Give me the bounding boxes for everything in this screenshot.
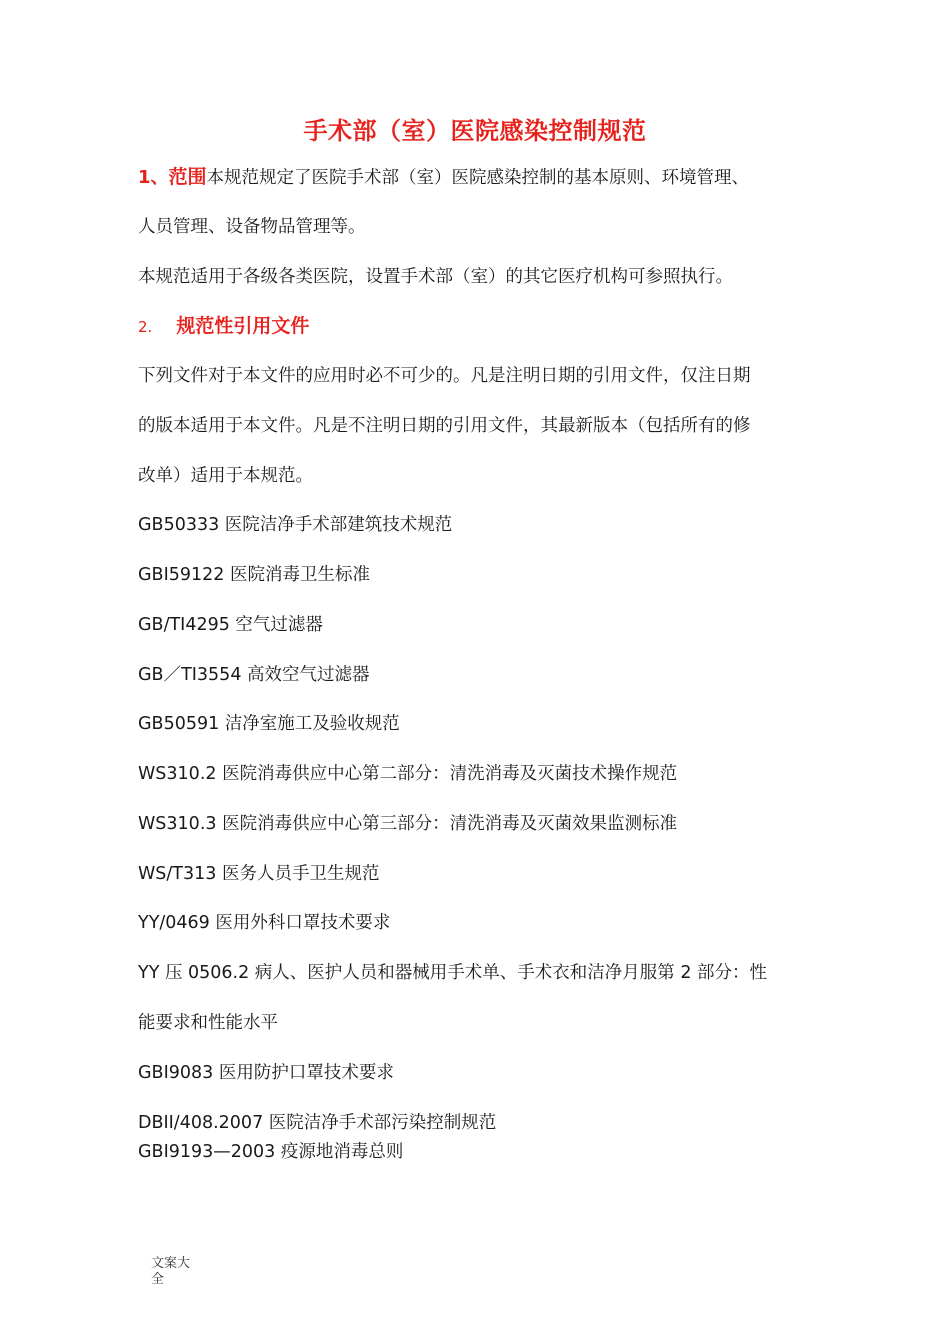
section2-intro-line2: 的版本适用于本文件。凡是不注明日期的引用文件，其最新版本（包括所有的修 <box>138 416 751 436</box>
reference-item: DBII/408.2007 医院洁净手术部污染控制规范 <box>138 1113 497 1133</box>
reference-item: WS/T313 医务人员手卫生规范 <box>138 864 380 884</box>
section2-intro-line1: 下列文件对于本文件的应用时必不可少的。凡是注明日期的引用文件，仅注日期 <box>138 366 751 386</box>
section1-text-line1: 本规范规定了医院手术部（室）医院感染控制的基本原则、环境管理、 <box>206 168 750 188</box>
section1-text-line2: 人员管理、设备物品管理等。 <box>138 217 366 237</box>
section2-number: 2. <box>138 318 153 336</box>
reference-item: WS310.2 医院消毒供应中心第二部分：清洗消毒及灭菌技术操作规范 <box>138 764 678 784</box>
reference-item: GB50333 医院洁净手术部建筑技术规范 <box>138 515 453 535</box>
reference-item: WS310.3 医院消毒供应中心第三部分：清洗消毒及灭菌效果监测标准 <box>138 814 678 834</box>
section2-heading: 规范性引用文件 <box>176 315 310 337</box>
reference-item: GBI9083 医用防护口罩技术要求 <box>138 1063 394 1083</box>
section1-text-line3: 本规范适用于各级各类医院，设置手术部（室）的其它医疗机构可参照执行。 <box>138 267 733 287</box>
document-title: 手术部（室）医院感染控制规范 <box>303 117 647 145</box>
reference-item: GB50591 洁净室施工及验收规范 <box>138 714 400 734</box>
reference-item: GB／TI3554 高效空气过滤器 <box>138 665 370 685</box>
section2-heading-line <box>138 313 309 340</box>
page-footer: 文案大全 <box>151 1256 191 1287</box>
reference-item: GBI9193—2003 疫源地消毒总则 <box>138 1142 404 1162</box>
reference-item: YY/0469 医用外科口罩技术要求 <box>138 913 391 933</box>
reference-item-continued: 能要求和性能水平 <box>138 1013 278 1033</box>
section1-heading: 范围 <box>168 166 207 188</box>
reference-item: GBI59122 医院消毒卫生标准 <box>138 565 370 585</box>
reference-item: GB/TI4295 空气过滤器 <box>138 615 323 635</box>
reference-item: YY 压 0506.2 病人、医护人员和器械用手术单、手术衣和洁净月服第 2 部分：性 <box>138 963 768 983</box>
section1-number: 1、 <box>138 167 169 188</box>
section1-first-line <box>138 164 749 191</box>
section2-intro-line3: 改单）适用于本规范。 <box>138 466 313 486</box>
